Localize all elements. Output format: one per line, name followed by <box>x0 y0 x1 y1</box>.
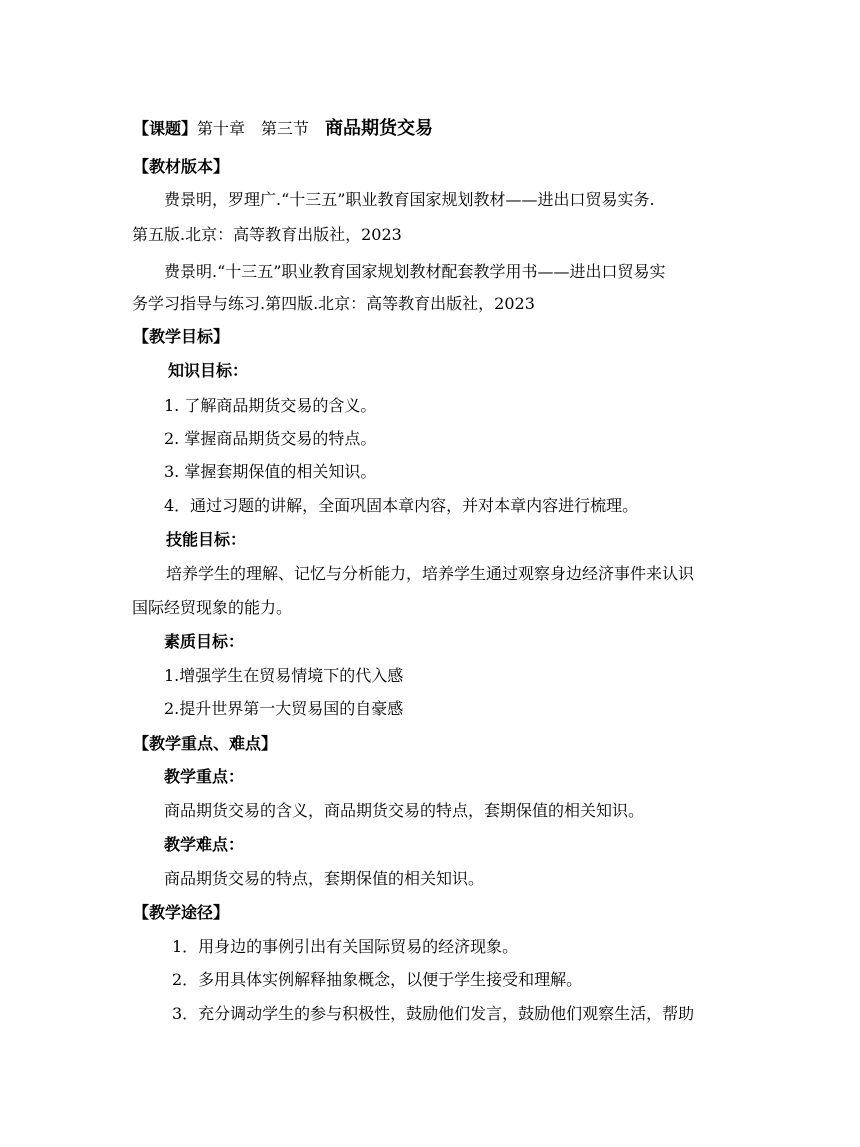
lesson-title: 商品期货交易 <box>325 118 434 139</box>
lesson-chapter: 第十章 第三节 <box>197 119 310 138</box>
key-points-heading: 【教学重点、难点】 <box>133 734 278 753</box>
knowledge-heading: 知识目标： <box>168 361 249 380</box>
quality-item: 2.提升世界第一大贸易国的自豪感 <box>164 699 404 718</box>
knowledge-item: 1. 了解商品期货交易的含义。 <box>164 396 377 415</box>
lesson-title-line <box>133 119 433 139</box>
textbook-ref1-line2: 第五版.北京：高等教育出版社，2023 <box>132 225 402 244</box>
textbook-heading: 【教材版本】 <box>133 157 230 176</box>
focus-text: 商品期货交易的含义，商品期货交易的特点，套期保值的相关知识。 <box>164 801 645 820</box>
textbook-ref2-line2: 务学习指导与练习.第四版.北京：高等教育出版社，2023 <box>132 294 535 313</box>
knowledge-item: 2. 掌握商品期货交易的特点。 <box>164 429 377 448</box>
skill-text-line2: 国际经贸现象的能力。 <box>132 598 293 617</box>
lesson-label: 【课题】 <box>133 119 198 138</box>
approach-heading: 【教学途径】 <box>133 903 230 922</box>
approach-item: 3．充分调动学生的参与积极性，鼓励他们发言，鼓励他们观察生活，帮助 <box>172 1004 695 1023</box>
quality-item: 1.增强学生在贸易情境下的代入感 <box>164 666 404 685</box>
textbook-ref2-line1: 费景明.“十三五”职业教育国家规划教材配套教学用书——进出口贸易实 <box>164 262 666 281</box>
focus-heading: 教学重点： <box>164 767 245 786</box>
approach-item: 1．用身边的事例引出有关国际贸易的经济现象。 <box>172 937 519 956</box>
textbook-ref1-line1: 费景明，罗理广.“十三五”职业教育国家规划教材——进出口贸易实务. <box>164 190 655 209</box>
quality-heading: 素质目标： <box>164 632 245 651</box>
skill-text-line1: 培养学生的理解、记忆与分析能力，培养学生通过观察身边经济事件来认识 <box>166 564 695 583</box>
objectives-heading: 【教学目标】 <box>133 327 230 346</box>
knowledge-item: 4．通过习题的讲解，全面巩固本章内容，并对本章内容进行梳理。 <box>164 496 639 515</box>
approach-item: 2．多用具体实例解释抽象概念，以便于学生接受和理解。 <box>172 970 583 989</box>
skill-heading: 技能目标： <box>166 530 247 549</box>
difficulty-heading: 教学难点： <box>164 835 245 854</box>
knowledge-item: 3. 掌握套期保值的相关知识。 <box>164 462 377 481</box>
difficulty-text: 商品期货交易的特点，套期保值的相关知识。 <box>164 869 485 888</box>
